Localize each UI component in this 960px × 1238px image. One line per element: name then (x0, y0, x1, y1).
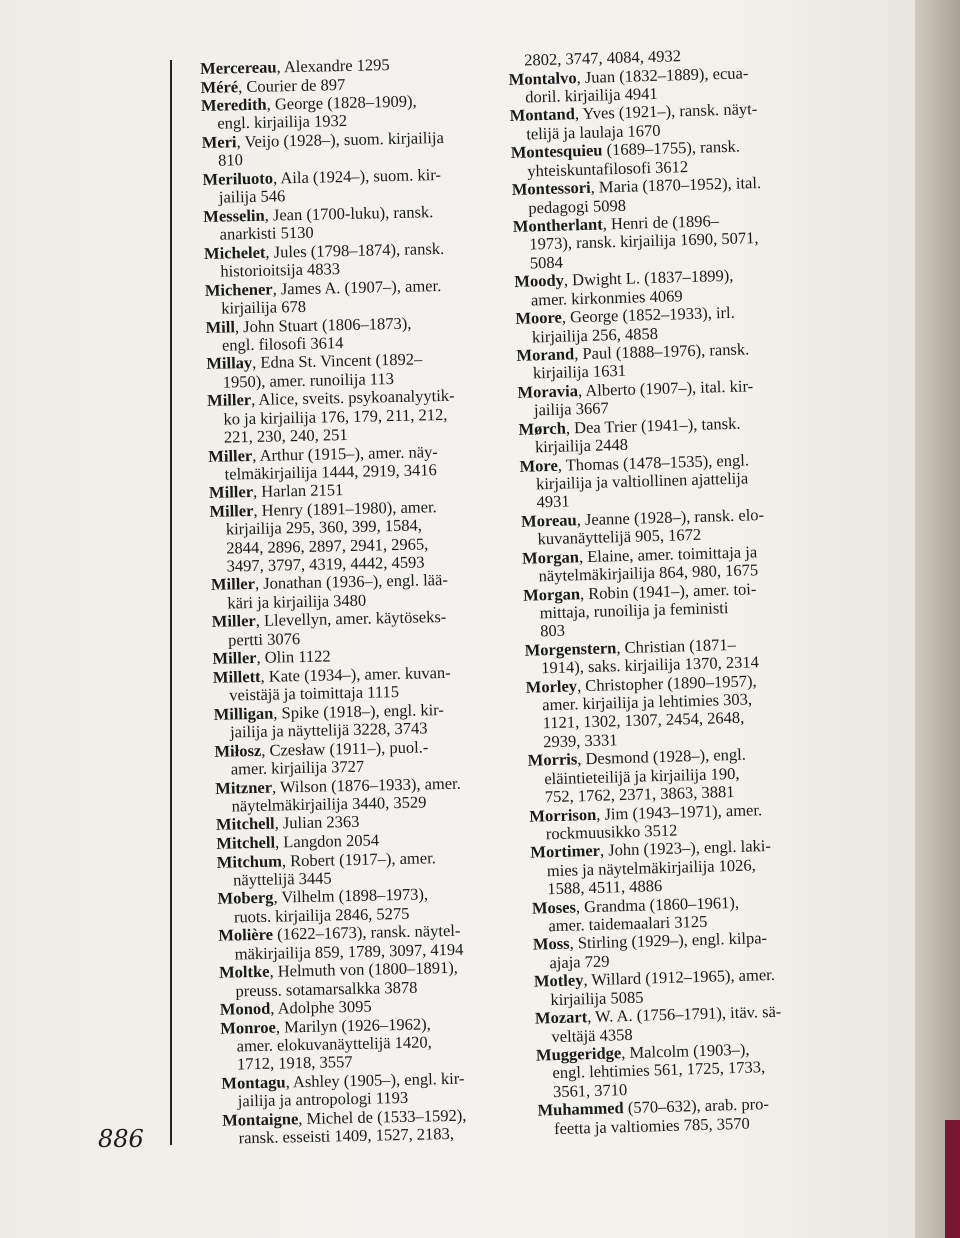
index-entry-line: veltäjä 4358 (551, 1024, 633, 1046)
index-entry-text: , Helmuth von (1800–1891), (269, 958, 459, 982)
index-entry-name: Méré (200, 76, 239, 97)
index-entry-name: Milligan (213, 703, 274, 724)
index-entry-line: 2939, 3331 (543, 729, 618, 752)
index-entry-text: , Harlan 2151 (252, 480, 344, 502)
index-entry-name: Moltke (218, 962, 270, 983)
index-entry-text: , Veijo (1928–), suom. kirjailija (236, 127, 445, 152)
index-entry-line: anarkisti 5130 (219, 222, 314, 244)
index-entry-name: Miller (211, 611, 256, 632)
index-entry-line: veistäjä ja toimittaja 1115 (229, 682, 400, 705)
index-entry-line: kirjailija 295, 360, 399, 1584, (225, 515, 423, 539)
index-entry (204, 239, 495, 282)
index-entry-line: doril. kirjailija 4941 (524, 83, 658, 107)
index-entry-line: ko ja kirjailija 176, 179, 211, 212, (223, 404, 448, 429)
index-entry-name: Monod (219, 998, 271, 1019)
index-entry-name: Miller (210, 574, 256, 595)
index-entry (215, 773, 506, 816)
index-entry-text: , Czesław (1911–), puol.- (261, 736, 429, 760)
index-entry (222, 1106, 513, 1149)
index-entry-name: Mill (205, 316, 236, 337)
index-entry-line: 752, 1762, 2371, 3863, 3881 (544, 781, 735, 807)
index-entry-text: , Christopher (1890–1957), (576, 671, 757, 696)
index-entry-text: , James A. (1907–), amer. (272, 275, 442, 299)
index-entry-name: Moody (514, 270, 565, 292)
index-entry-name: Muhammed (537, 1098, 624, 1120)
index-entry-name: Moss (532, 934, 570, 955)
index-entry-name: Moravia (517, 381, 579, 402)
index-entry-name: Montalvo (508, 67, 577, 89)
index-entry-line: amer. taidemaalari 3125 (548, 911, 708, 936)
index-entry-name: Michelet (203, 242, 266, 263)
index-entry-name: Miller (212, 648, 257, 669)
index-entry-name: Morgan (521, 547, 580, 568)
index-entry-text: , Grandma (1860–1961), (575, 892, 740, 917)
index-entry-text: , Christian (1871– (616, 634, 737, 658)
index-entry (205, 276, 496, 319)
index-entry (208, 441, 499, 484)
index-entry-line: 810 (217, 150, 244, 171)
index-entry-line: kirjailija 256, 4858 (531, 323, 659, 346)
index-entry-line: amer. kirjailija ja lehtimies 303, (541, 689, 753, 715)
index-entry-line: historioitsija 4833 (220, 259, 341, 281)
index-entry-line: engl. lehtimies 561, 1725, 1733, (552, 1057, 766, 1083)
index-entry-line: kirjailija ja valtiollinen ajattelija (535, 468, 749, 494)
index-entry-line: 4931 (536, 491, 570, 512)
page-number: 886 (98, 1125, 144, 1153)
index-entry-text: , Juan (1832–1889), ecua- (576, 62, 749, 87)
index-entry-name: Miłosz (214, 740, 262, 761)
index-entry-text: , Vilhelm (1898–1973), (273, 884, 429, 908)
index-entry-text: , Olin 1122 (256, 646, 331, 668)
index-entry-text: , Llevellyn, amer. käytöseks- (255, 607, 447, 631)
index-entry-name: Mitzner (215, 777, 273, 798)
index-entry-name: Michener (204, 279, 273, 300)
index-entry-line: kirjailija 5085 (550, 987, 644, 1009)
index-entry-name: Morris (527, 749, 578, 771)
index-entry-line: amer. kirkonmies 4069 (530, 285, 683, 310)
index-entry-text: , Alice, sveits. psykoanalyytik- (250, 386, 455, 410)
index-entry-line: jailija ja näyttelijä 3228, 3743 (229, 718, 428, 742)
index-entry-text: , Robin (1941–), amer. toi- (579, 579, 757, 603)
index-entry-name: Morgan (522, 583, 581, 605)
index-entry (214, 700, 505, 743)
index-entry-line: preuss. sotamarsalkka 3878 (235, 977, 418, 1001)
index-entry-text: , Adolphe 3095 (270, 996, 372, 1018)
index-entry-name: Moberg (217, 888, 274, 909)
index-entry-name: Morgenstern (524, 638, 617, 660)
index-entry-name: Muggeridge (535, 1043, 622, 1065)
index-entry-text: (1622–1673), ransk. näytel- (272, 921, 461, 945)
index-entry-text: , Elaine, amer. toimittaja ja (578, 542, 758, 567)
index-entry-text: , Aila (1924–), suom. kir- (272, 164, 442, 188)
index-entry-text: , Edna St. Vincent (1892– (251, 349, 423, 373)
index-entry-line: ransk. esseisti 1409, 1527, 2183, (238, 1124, 455, 1148)
index-entry-name: Montesquieu (510, 140, 603, 163)
index-entry (202, 128, 493, 171)
index-entry-name: Molière (218, 925, 274, 946)
index-entry (528, 744, 819, 807)
index-entry-text: , George (1828–1909), (266, 91, 417, 114)
index-entry (213, 663, 504, 706)
index-entry-name: Montagu (221, 1072, 286, 1093)
index-entry (220, 1013, 511, 1074)
index-entry-name: Moore (515, 307, 563, 329)
index-entry-name: Monroe (220, 1017, 277, 1038)
index-entry-line: 3561, 3710 (552, 1079, 628, 1101)
index-entry (526, 671, 818, 752)
column-rule (170, 60, 172, 1145)
index-entry-text: , Paul (1888–1976), ransk. (573, 339, 750, 364)
index-entry-text: , Henry (1891–1980), amer. (253, 497, 437, 520)
index-entry-name: Miller (209, 500, 254, 521)
index-entry-text: , Courier de 897 (237, 74, 346, 96)
index-entry-name: Mørch (518, 418, 567, 439)
index-entry (523, 578, 814, 641)
index-entry-line: 1914), saks. kirjailija 1370, 2314 (540, 652, 760, 678)
index-entry-text: , Alberto (1907–), ital. kir- (577, 376, 754, 401)
index-entry-name: Mercereau (199, 57, 277, 78)
index-entry-name: Mozart (534, 1007, 588, 1028)
index-entry-line: mies ja näytelmäkirjailija 1026, (546, 855, 757, 880)
index-entry-line: pedagogi 5098 (528, 195, 627, 218)
index-entry (217, 884, 508, 927)
index-entry (202, 165, 493, 208)
index-entry-text: , Jim (1943–1971), amer. (595, 799, 763, 824)
index-entry-line: 1588, 4511, 4886 (547, 876, 663, 899)
index-entry-line: mittaja, runoilija ja feministi (539, 598, 729, 623)
index-entry-name: Mitchell (215, 814, 275, 835)
index-entry (205, 312, 496, 355)
index-entry-text: , John (1923–), engl. laki- (599, 836, 772, 861)
index-entry-text: , Maria (1870–1952), ital. (590, 173, 762, 198)
index-entry-name: Meri (201, 132, 237, 153)
index-entry-text: , Jeanne (1928–), ransk. elo- (576, 505, 765, 530)
index-entry-name: Miller (208, 445, 253, 466)
index-entry-line: rockmuusikko 3512 (545, 820, 678, 844)
index-entry-text: , Wilson (1876–1933), amer. (271, 773, 461, 797)
index-entry-line: kirjailija 1631 (532, 361, 627, 383)
index-entry-line: amer. kirjailija 3727 (230, 756, 365, 779)
index-entry (530, 836, 821, 899)
index-entry (212, 607, 503, 650)
index-entry-line: kuvanäyttelijä 905, 1672 (537, 525, 702, 549)
index-entry (536, 1039, 827, 1102)
index-entry-line: näytelmäkirjailija 864, 980, 1675 (538, 560, 759, 586)
index-entry-text: , Stirling (1929–), engl. kilpa- (569, 928, 768, 954)
index-column-left (200, 54, 513, 1149)
index-entry (513, 210, 804, 273)
index-entry (201, 91, 492, 134)
index-entry-text: , Jonathan (1936–), engl. lää- (254, 570, 449, 594)
index-entry-name: Montand (509, 104, 576, 126)
index-entry-name: Montherlant (512, 214, 603, 237)
index-entry-text: (1689–1755), ransk. (602, 136, 741, 160)
index-entry-line: ajaja 729 (549, 951, 610, 972)
index-entry-name: Messelin (203, 205, 265, 226)
index-entry-line: käri ja kirjailija 3480 (227, 590, 367, 613)
index-entry (217, 847, 508, 890)
index-entry-text: , Jules (1798–1874), ransk. (265, 238, 445, 262)
index-entry-name: More (519, 455, 559, 476)
index-entry-name: Mitchell (216, 832, 276, 853)
index-entry (203, 202, 494, 245)
index-entry-name: Millett (212, 666, 261, 687)
index-entry-text: , Arthur (1915–), amer. näy- (252, 441, 439, 465)
index-entry-text: , Yves (1921–), ransk. näyt- (574, 99, 758, 124)
index-entry-text: , Spike (1918–), engl. kir- (273, 699, 445, 723)
index-entry-line: 5084 (529, 252, 564, 273)
index-entry-line: telijä ja laulaja 1670 (526, 120, 661, 144)
index-entry-text: , Kate (1934–), amer. kuvan- (260, 662, 451, 686)
index-entry-line: 1950), amer. runoilija 113 (222, 368, 395, 392)
index-entry-line: amer. elokuvanäyttelijä 1420, (236, 1032, 433, 1056)
index-entry-text: , John Stuart (1806–1873), (234, 313, 412, 336)
index-entry-line: 2802, 3747, 4084, 4932 (523, 46, 682, 70)
index-entry-line: jailija 3667 (533, 398, 609, 420)
index-entry-name: Morley (525, 676, 578, 697)
index-entry (537, 1094, 828, 1139)
index-entry (221, 1069, 512, 1112)
index-entry-text: , W. A. (1756–1791), itäv. sä- (586, 1002, 782, 1027)
index-entry-line: mäkirjailija 859, 1789, 3097, 4194 (234, 939, 464, 964)
index-entry-text: , Langdon 2054 (274, 830, 380, 852)
index-entry-line: 803 (539, 620, 566, 641)
index-entry-text: , Willard (1912–1965), amer. (583, 965, 776, 990)
index-entry-name: Miller (208, 482, 254, 503)
index-entry (211, 570, 502, 613)
index-entry (209, 497, 500, 576)
index-entry-line: 1973), ransk. kirjailija 1690, 5071, (529, 228, 759, 254)
page-edge (915, 0, 960, 1238)
index-entry-line: näytelmäkirjailija 3440, 3529 (231, 792, 427, 816)
index-entry-line: pertti 3076 (227, 628, 301, 650)
index-entry-line: eläintieteilijä ja kirjailija 190, (544, 763, 740, 788)
index-entry-text: , Jean (1700-luku), ransk. (264, 202, 434, 225)
index-entry-line: 3497, 3797, 4319, 4442, 4593 (226, 552, 425, 576)
index-entry-name: Mortimer (530, 841, 601, 863)
index-entry-name: Miller (206, 390, 252, 411)
index-entry (214, 736, 505, 779)
index-column-right (508, 44, 828, 1139)
index-entry-name: Meredith (200, 94, 267, 116)
index-entry-name: Morand (516, 344, 575, 366)
index-entry-text: , George (1852–1933), irl. (561, 303, 735, 327)
index-entry-text: (570–632), arab. pro- (623, 1094, 770, 1118)
index-entry-text: , Robert (1917–), amer. (281, 847, 436, 871)
index-entry-text: , Thomas (1478–1535), engl. (557, 450, 750, 475)
index-entry-text: , Dea Trier (1941–), tansk. (565, 413, 741, 438)
index-entry-line: kirjailija 2448 (534, 435, 629, 457)
index-entry-name: Morrison (529, 804, 597, 826)
index-entry-line: jailija ja antropologi 1193 (237, 1088, 409, 1111)
index-entry-text: , Malcolm (1903–), (620, 1039, 750, 1063)
index-entry-text: , Henri de (1896– (602, 211, 720, 234)
book-cover-edge (945, 1120, 960, 1238)
index-entry-name: Moses (531, 897, 577, 918)
index-entry-line: ruots. kirjailija 2846, 5275 (233, 903, 410, 927)
index-entry-name: Mitchum (216, 851, 283, 872)
index-entry-line: engl. filosofi 3614 (221, 332, 344, 355)
index-entry-name: Montaigne (222, 1109, 299, 1130)
index-entry-text: , Ashley (1905–), engl. kir- (285, 1068, 465, 1092)
index-entry-text: , Julian 2363 (274, 812, 360, 834)
index-entry-line: jailija 546 (218, 186, 286, 207)
index-entry-line: engl. kirjailija 1932 (217, 111, 348, 134)
index-entry-line: 1712, 1918, 3557 (236, 1052, 353, 1074)
index-entry-line: 1121, 1302, 1307, 2454, 2648, (542, 708, 745, 733)
index-entry-line: yhteiskuntafilosofi 3612 (527, 156, 689, 181)
index-entry-line: kirjailija 678 (221, 296, 307, 318)
index-entry-line: 2844, 2896, 2897, 2941, 2965, (226, 533, 429, 558)
index-entry (207, 386, 498, 447)
index-entry-text: , Alexandre 1295 (276, 55, 390, 77)
index-entry-text: , Michel de (1533–1592), (298, 1105, 467, 1128)
index-entry (218, 921, 509, 964)
index-entry-name: Montessori (511, 178, 591, 200)
index-entry (219, 958, 510, 1001)
index-entry-line: feetta ja valtiomies 785, 3570 (553, 1113, 750, 1138)
index-entry-name: Millay (206, 353, 253, 374)
index-entry-text: , Marilyn (1926–1962), (275, 1014, 431, 1037)
index-entry-name: Moreau (520, 510, 577, 531)
index-entry-line: näyttelijä 3445 (232, 868, 332, 890)
index-entry-text: , Desmond (1928–), engl. (576, 744, 747, 769)
index-entry-line: telmäkirjailija 1444, 2919, 3416 (224, 459, 437, 484)
index-entry-text: , Dwight L. (1837–1899), (563, 266, 734, 290)
index-entry-line: 221, 230, 240, 251 (223, 424, 348, 447)
index-entry-name: Meriluoto (202, 168, 274, 189)
index-entry-name: Motley (533, 970, 584, 992)
index-entry (519, 450, 810, 513)
